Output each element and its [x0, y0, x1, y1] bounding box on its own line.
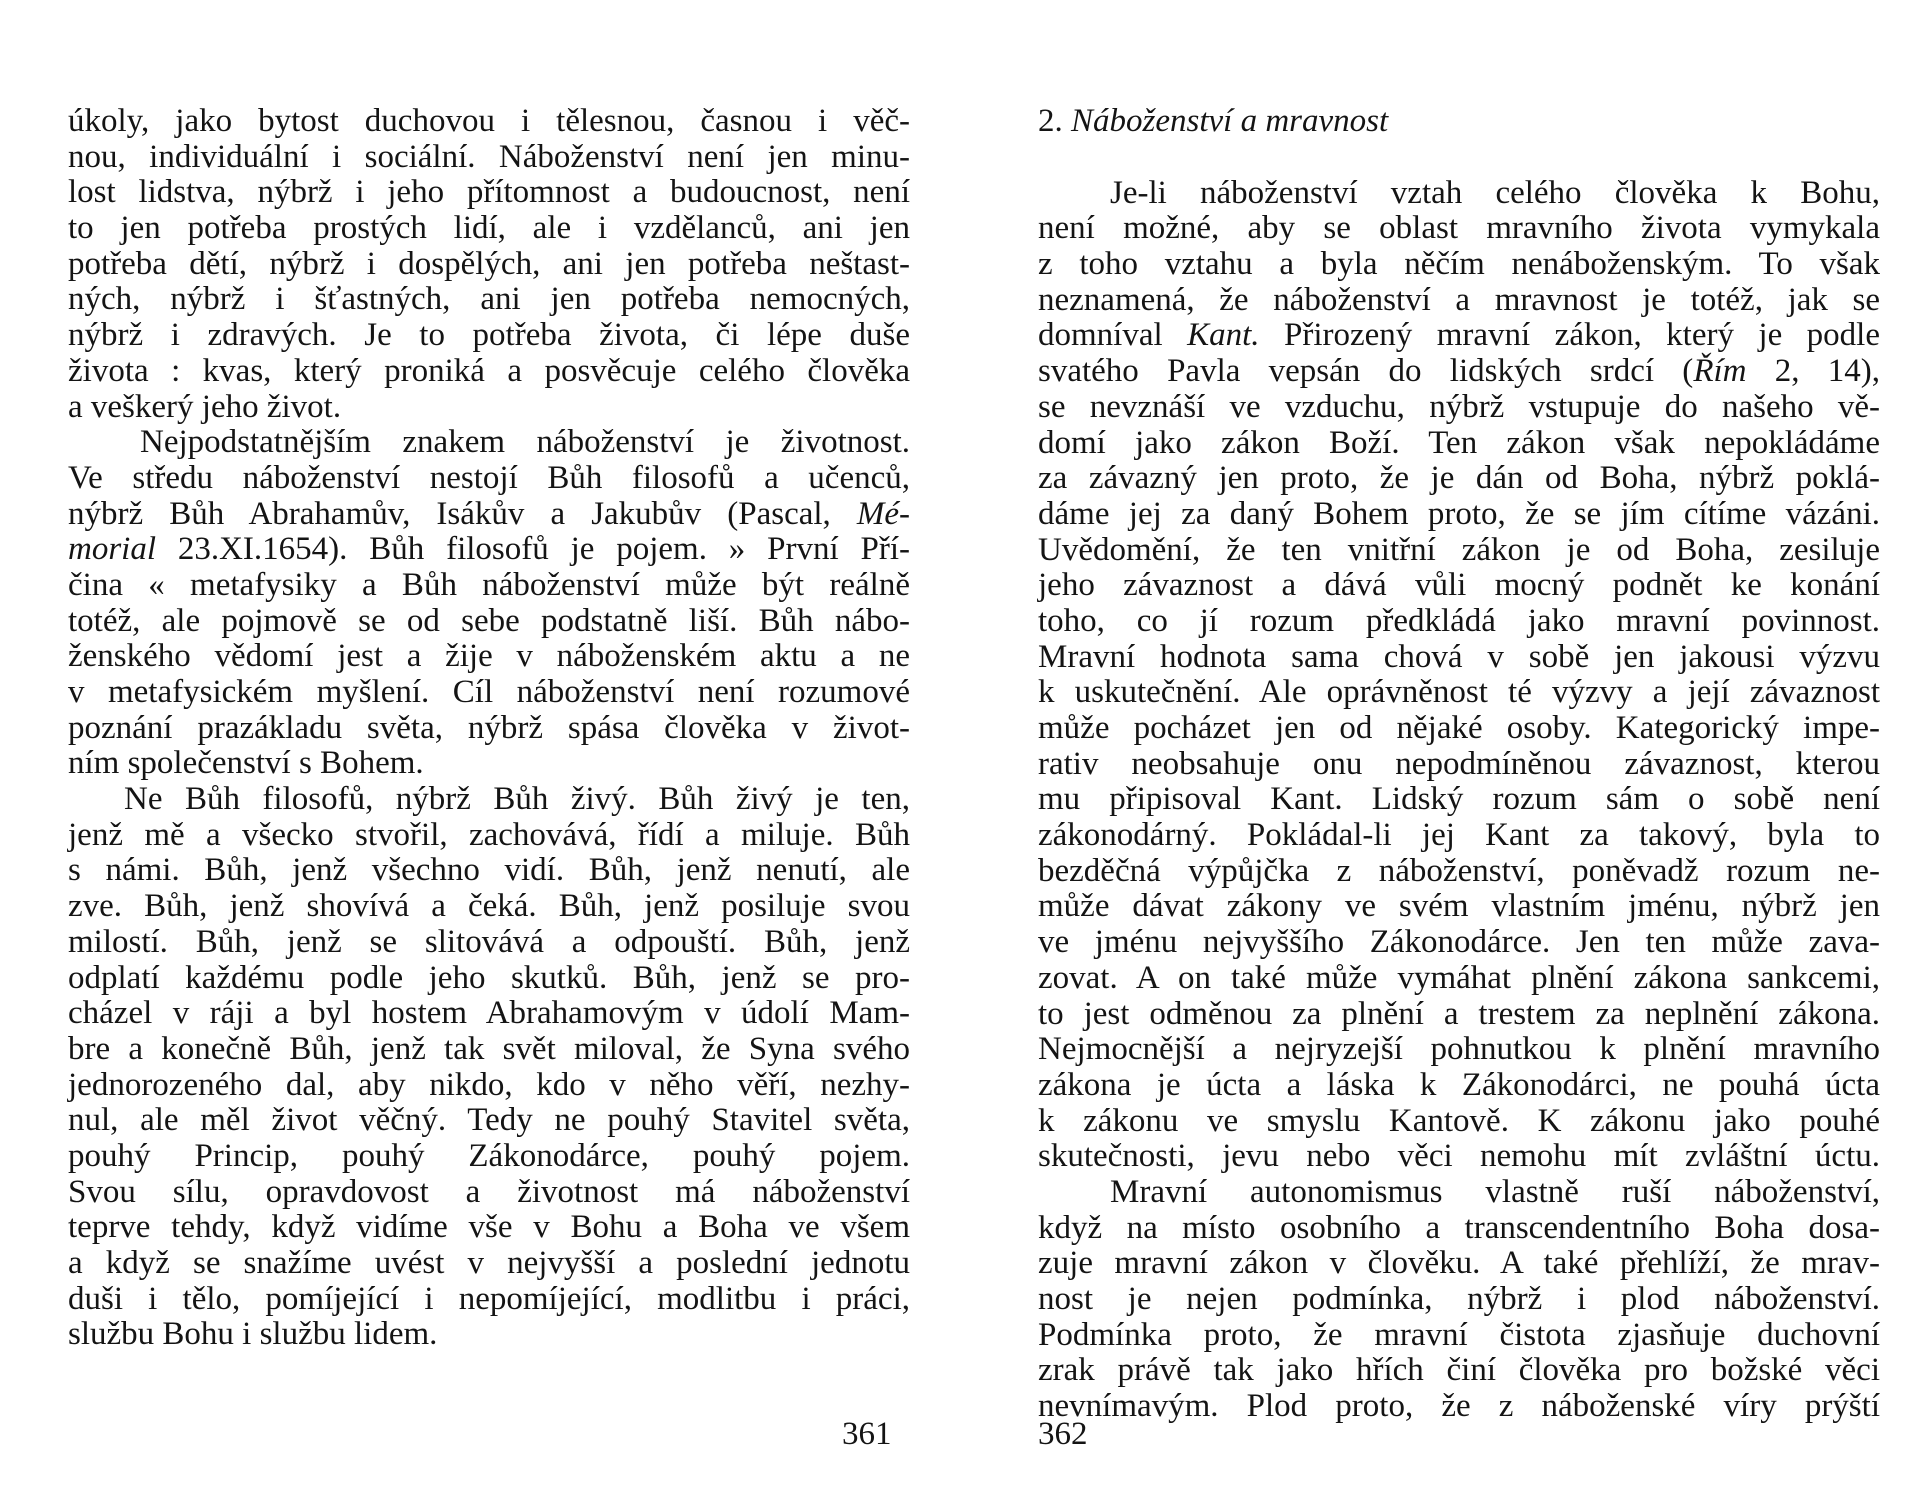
text-line: teprve tehdy, když vidíme vše v Bohu a Boha ve všem: [68, 1209, 910, 1246]
text-line: službu Bohu i službu lidem.: [68, 1316, 438, 1353]
text-line: dáme jej za daný Bohem proto, že se jím cítíme vázáni.: [1038, 495, 1880, 532]
text-line: totéž, ale pojmově se od sebe podstatně liší. Bůh nábo-: [68, 602, 910, 639]
text-line: toho, co jí rozum předkládá jako mravní povinnost.: [1038, 602, 1880, 639]
text-line: Podmínka proto, že mravní čistota zjasňuje duchovní: [1038, 1316, 1880, 1353]
text-line: morial 23.XI.1654). Bůh filosofů je pojem. » První Pří-: [68, 531, 910, 568]
text-line: se nevznáší ve vzduchu, nýbrž vstupuje do našeho vě-: [1038, 388, 1880, 425]
text-line: života : kvas, který proniká a posvěcuje celého člověka: [68, 352, 910, 389]
italic-text: Řím: [1693, 353, 1747, 390]
text-line: rativ neobsahuje onu nepodmíněnou závaznost, kterou: [1038, 745, 1880, 782]
text-line: Nejmocnější a nejryzejší pohnutkou k plnění mravního: [1038, 1031, 1880, 1068]
text-line: může dávat zákony ve svém vlastním jménu, nýbrž jen: [1038, 888, 1880, 925]
text-line: Svou sílu, opravdovost a životnost má náboženství: [68, 1173, 910, 1210]
text-line: potřeba dětí, nýbrž i dospělých, ani jen potřeba neštast-: [68, 245, 910, 282]
text-line: milostí. Bůh, jenž se slitovává a odpouští. Bůh, jenž: [68, 923, 910, 960]
text-line: s námi. Bůh, jenž všechno vidí. Bůh, jenž nenutí, ale: [68, 852, 910, 889]
text-line: Mravní hodnota sama chová v sobě jen jakousi výzvu: [1038, 638, 1880, 675]
text-line: nost je nejen podmínka, nýbrž i plod náboženství.: [1038, 1281, 1880, 1317]
text-line: svatého Pavla vepsán do lidských srdcí (Řím 2, 14),: [1038, 353, 1881, 390]
text-line: zrak právě tak jako hřích činí člověka pro božské věci: [1038, 1352, 1880, 1389]
text-line: nevnímavým. Plod proto, že z náboženské víry prýští: [1038, 1388, 1880, 1425]
text-line: duši i tělo, pomíjející i nepomíjející, modlitbu i práci,: [68, 1280, 910, 1317]
text-line: nýbrž Bůh Abrahamův, Isákův a Jakubův (Pascal, Mé-: [68, 495, 910, 532]
text-line: k uskutečnění. Ale oprávněnost té výzvy a její závaznost: [1038, 674, 1880, 711]
text-line: může pocházet jen od nějaké osoby. Kategorický impe-: [1038, 710, 1880, 746]
text-line: ženského vědomí jest a žije v náboženském aktu a ne: [68, 638, 910, 675]
text-line: Mravní autonomismus vlastně ruší náboženství,: [1110, 1173, 1880, 1210]
text-line: ve jménu nejvyššího Zákonodárce. Jen ten může zava-: [1038, 924, 1880, 961]
text-line: jednorozeného dal, aby nikdo, kdo v něho věří, nezhy-: [68, 1066, 910, 1103]
section-title: Náboženství a mravnost: [1071, 103, 1389, 139]
text-line: poznání prazákladu světa, nýbrž spása člověka v život-: [68, 709, 910, 746]
text-line: domí jako zákon Boží. Ten zákon však nepokládáme: [1038, 424, 1880, 461]
text-line: a veškerý jeho život.: [68, 388, 342, 425]
text-line: cházel v ráji a byl hostem Abrahamovým v údolí Mam-: [68, 995, 910, 1032]
text-line: jeho závaznost a dává vůli mocný podnět ke konání: [1038, 567, 1880, 604]
text-line: když na místo osobního a transcendentního Boha dosa-: [1038, 1209, 1880, 1246]
text-line: lost lidstva, nýbrž i jeho přítomnost a budoucnost, není: [68, 174, 910, 211]
text-line: zákona je úcta a láska k Zákonodárci, ne pouhá úcta: [1038, 1066, 1880, 1103]
text-line: z toho vztahu a byla něčím nenáboženským. To však: [1038, 246, 1880, 283]
text-line: bezděčná výpůjčka z náboženství, poněvadž rozum ne-: [1038, 852, 1880, 889]
text-line: zovat. A on také může vymáhat plnění zákona sankcemi,: [1038, 959, 1880, 996]
text-line: ním společenství s Bohem.: [68, 745, 424, 782]
text-line: odplatí každému podle jeho skutků. Bůh, jenž se pro-: [68, 959, 910, 996]
text-line: Uvědomění, že ten vnitřní zákon je od Boha, zesiluje: [1038, 531, 1880, 568]
text-line: jenž mě a všecko stvořil, zachovává, řídí a miluje. Bůh: [68, 816, 910, 853]
text-line: v metafysickém myšlení. Cíl náboženství není rozumové: [68, 674, 910, 710]
italic-text: Mé-: [856, 495, 910, 532]
text-line: úkoly, jako bytost duchovou i tělesnou, časnou i věč-: [68, 103, 910, 139]
text-line: bre a konečně Bůh, jenž tak svět miloval, že Syna svého: [68, 1030, 910, 1067]
text-line: zuje mravní zákon v člověku. A také přehlíží, že mrav-: [1038, 1245, 1880, 1282]
section-number: 2.: [1038, 103, 1063, 139]
text-line: ných, nýbrž i šťastných, ani jen potřeba nemocných,: [68, 281, 910, 318]
left-page: [68, 104, 910, 1353]
text-line: za závazný jen proto, že je dán od Boha, nýbrž poklá-: [1038, 460, 1880, 497]
text-line: není možné, aby se oblast mravního života vymykala: [1038, 210, 1880, 247]
text-line: zákonodárný. Pokládal-li jej Kant za takový, byla to: [1038, 817, 1880, 854]
text-line: čina « metafysiky a Bůh náboženství může být reálně: [68, 566, 910, 603]
text-line: domníval Kant. Přirozený mravní zákon, který je podle: [1038, 317, 1880, 354]
italic-text: morial: [68, 531, 157, 568]
text-line: neznamená, že náboženství a mravnost je totéž, jak se: [1038, 281, 1880, 318]
page-number: 361: [842, 1416, 892, 1452]
text-line: to jest odměnou za plnění a trestem za neplnění zákona.: [1038, 995, 1880, 1032]
text-line: nou, individuální i sociální. Náboženství není jen minu-: [68, 138, 910, 175]
text-line: a když se snažíme uvést v nejvyšší a poslední jednotu: [68, 1245, 910, 1281]
text-line: zve. Bůh, jenž shovívá a čeká. Bůh, jenž posiluje svou: [68, 888, 910, 925]
section-heading: [1038, 104, 1880, 140]
text-line: Ne Bůh filosofů, nýbrž Bůh živý. Bůh živý je ten,: [124, 781, 910, 818]
text-line: k zákonu ve smyslu Kantově. K zákonu jako pouhé: [1038, 1102, 1880, 1139]
page-number: 362: [1038, 1416, 1088, 1452]
text-line: to jen potřeba prostých lidí, ale i vzdělanců, ani jen: [68, 210, 910, 247]
text-line: nýbrž i zdravých. Je to potřeba života, či lépe duše: [68, 317, 910, 354]
text-line: Ve středu náboženství nestojí Bůh filosofů a učenců,: [68, 459, 910, 496]
right-page: [1038, 104, 1880, 1425]
text-line: skutečnosti, jevu nebo věci nemohu mít zvláštní úctu.: [1038, 1138, 1880, 1175]
text-line: pouhý Princip, pouhý Zákonodárce, pouhý pojem.: [68, 1137, 910, 1174]
text-line: nul, ale měl život věčný. Tedy ne pouhý Stavitel světa,: [68, 1102, 910, 1139]
italic-text: Kant.: [1187, 317, 1260, 354]
text-line: Je-li náboženství vztah celého člověka k Bohu,: [1110, 174, 1880, 211]
text-line: mu připisoval Kant. Lidský rozum sám o sobě není: [1038, 781, 1880, 818]
text-line: Nejpodstatnějším znakem náboženství je životnost.: [140, 424, 910, 461]
